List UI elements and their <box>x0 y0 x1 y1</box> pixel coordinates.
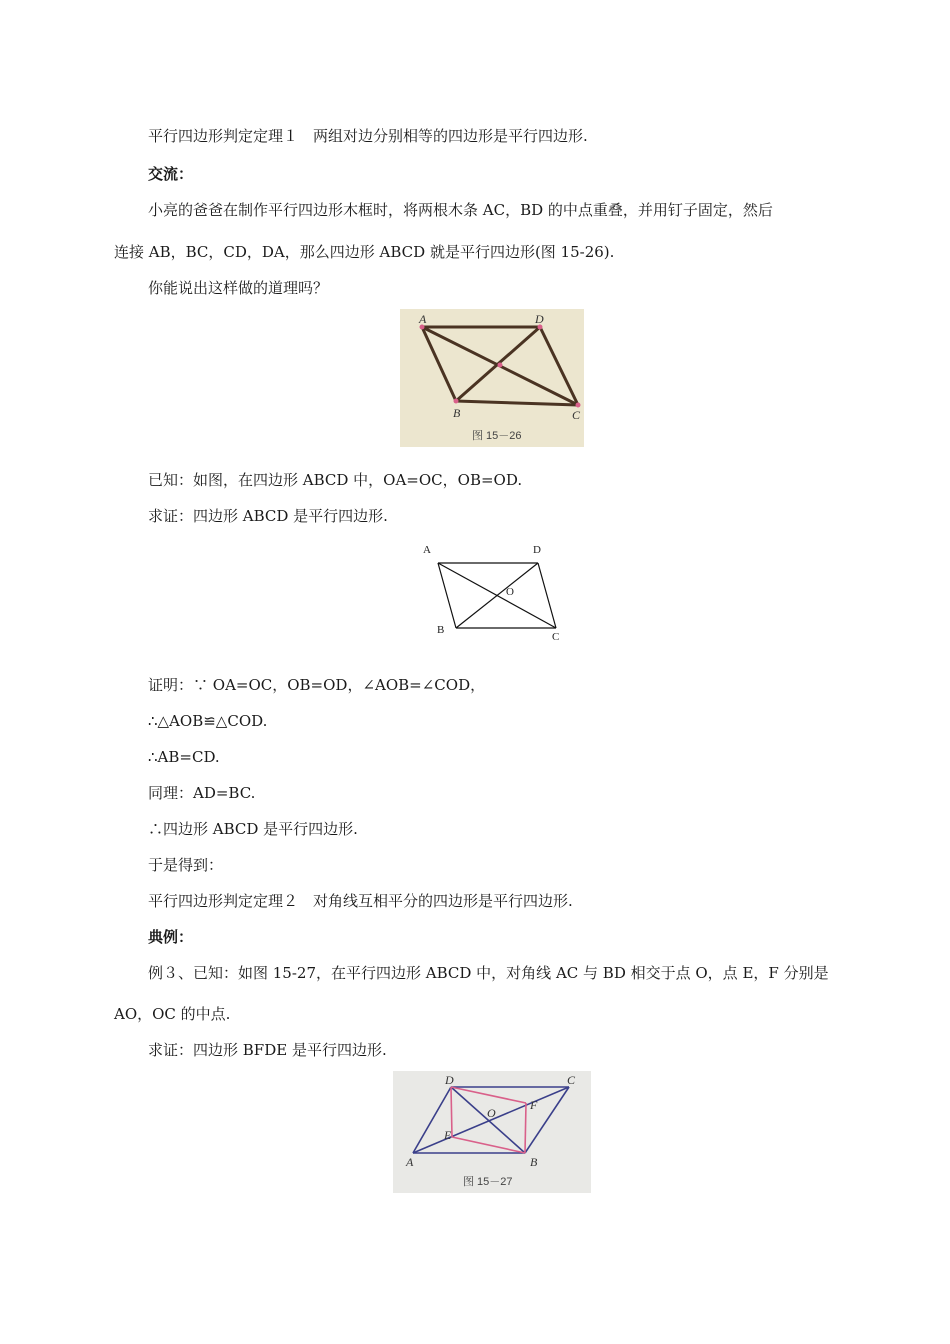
theorem-2: 平行四边形判定定理２ 对角线互相平分的四边形是平行四边形. <box>148 892 573 910</box>
example-prove: 求证：四边形 BFDE 是平行四边形. <box>148 1041 387 1059</box>
example-heading: 典例： <box>148 928 194 946</box>
fig3-label-A: A <box>406 1155 414 1169</box>
proof-line-3: ∴AB=CD. <box>148 748 220 766</box>
prove-statement: 求证：四边形 ABCD 是平行四边形. <box>148 507 388 525</box>
fig1-label-B: B <box>453 406 461 420</box>
fig3-caption: 图 15－27 <box>463 1176 513 1188</box>
example-line-2: AO，OC 的中点. <box>114 1005 231 1023</box>
fig1-label-D: D <box>535 312 544 326</box>
fig2-label-C: C <box>552 631 560 643</box>
figure-abcd <box>415 538 575 644</box>
proof-line-1: 证明：∵ OA=OC，OB=OD，∠AOB=∠COD， <box>148 676 486 694</box>
exchange-heading: 交流： <box>148 165 194 183</box>
question: 你能说出这样做的道理吗？ <box>148 279 329 297</box>
figure-15-27 <box>393 1071 591 1193</box>
proof-line-4: 同理：AD=BC. <box>148 784 256 802</box>
figure-15-26 <box>400 309 584 447</box>
fig1-label-A: A <box>419 312 427 326</box>
proof-line-5: ∴四边形 ABCD 是平行四边形. <box>148 820 358 838</box>
proof-line-2: ∴△AOB≌△COD. <box>148 712 268 730</box>
exchange-line-2: 连接 AB，BC，CD，DA，那么四边形 ABCD 就是平行四边形(图 15-26). <box>114 243 615 261</box>
fig3-label-B: B <box>530 1155 538 1169</box>
fig3-label-F: F <box>530 1098 538 1112</box>
fig3-label-E: E <box>444 1128 452 1142</box>
fig3-label-O: O <box>487 1106 496 1120</box>
fig2-label-A: A <box>423 544 431 556</box>
theorem-1: 平行四边形判定定理１ 两组对边分别相等的四边形是平行四边形. <box>148 127 588 145</box>
given: 已知：如图，在四边形 ABCD 中，OA=OC，OB=OD. <box>148 471 523 489</box>
fig1-caption: 图 15－26 <box>472 430 522 442</box>
fig2-label-O: O <box>506 586 514 598</box>
fig1-label-C: C <box>572 408 581 422</box>
fig3-label-D: D <box>445 1073 454 1087</box>
exchange-line-1: 小亮的爸爸在制作平行四边形木框时，将两根木条 AC，BD 的中点重叠，并用钉子固定，然后 <box>148 201 773 219</box>
fig2-label-B: B <box>437 624 445 636</box>
example-line-1: 例３、已知：如图 15-27，在平行四边形 ABCD 中，对角线 AC 与 BD 相交于点 O，点 E，F 分别是 <box>148 964 829 982</box>
thus: 于是得到： <box>148 856 224 874</box>
fig3-label-C: C <box>567 1073 576 1087</box>
fig2-label-D: D <box>533 544 541 556</box>
